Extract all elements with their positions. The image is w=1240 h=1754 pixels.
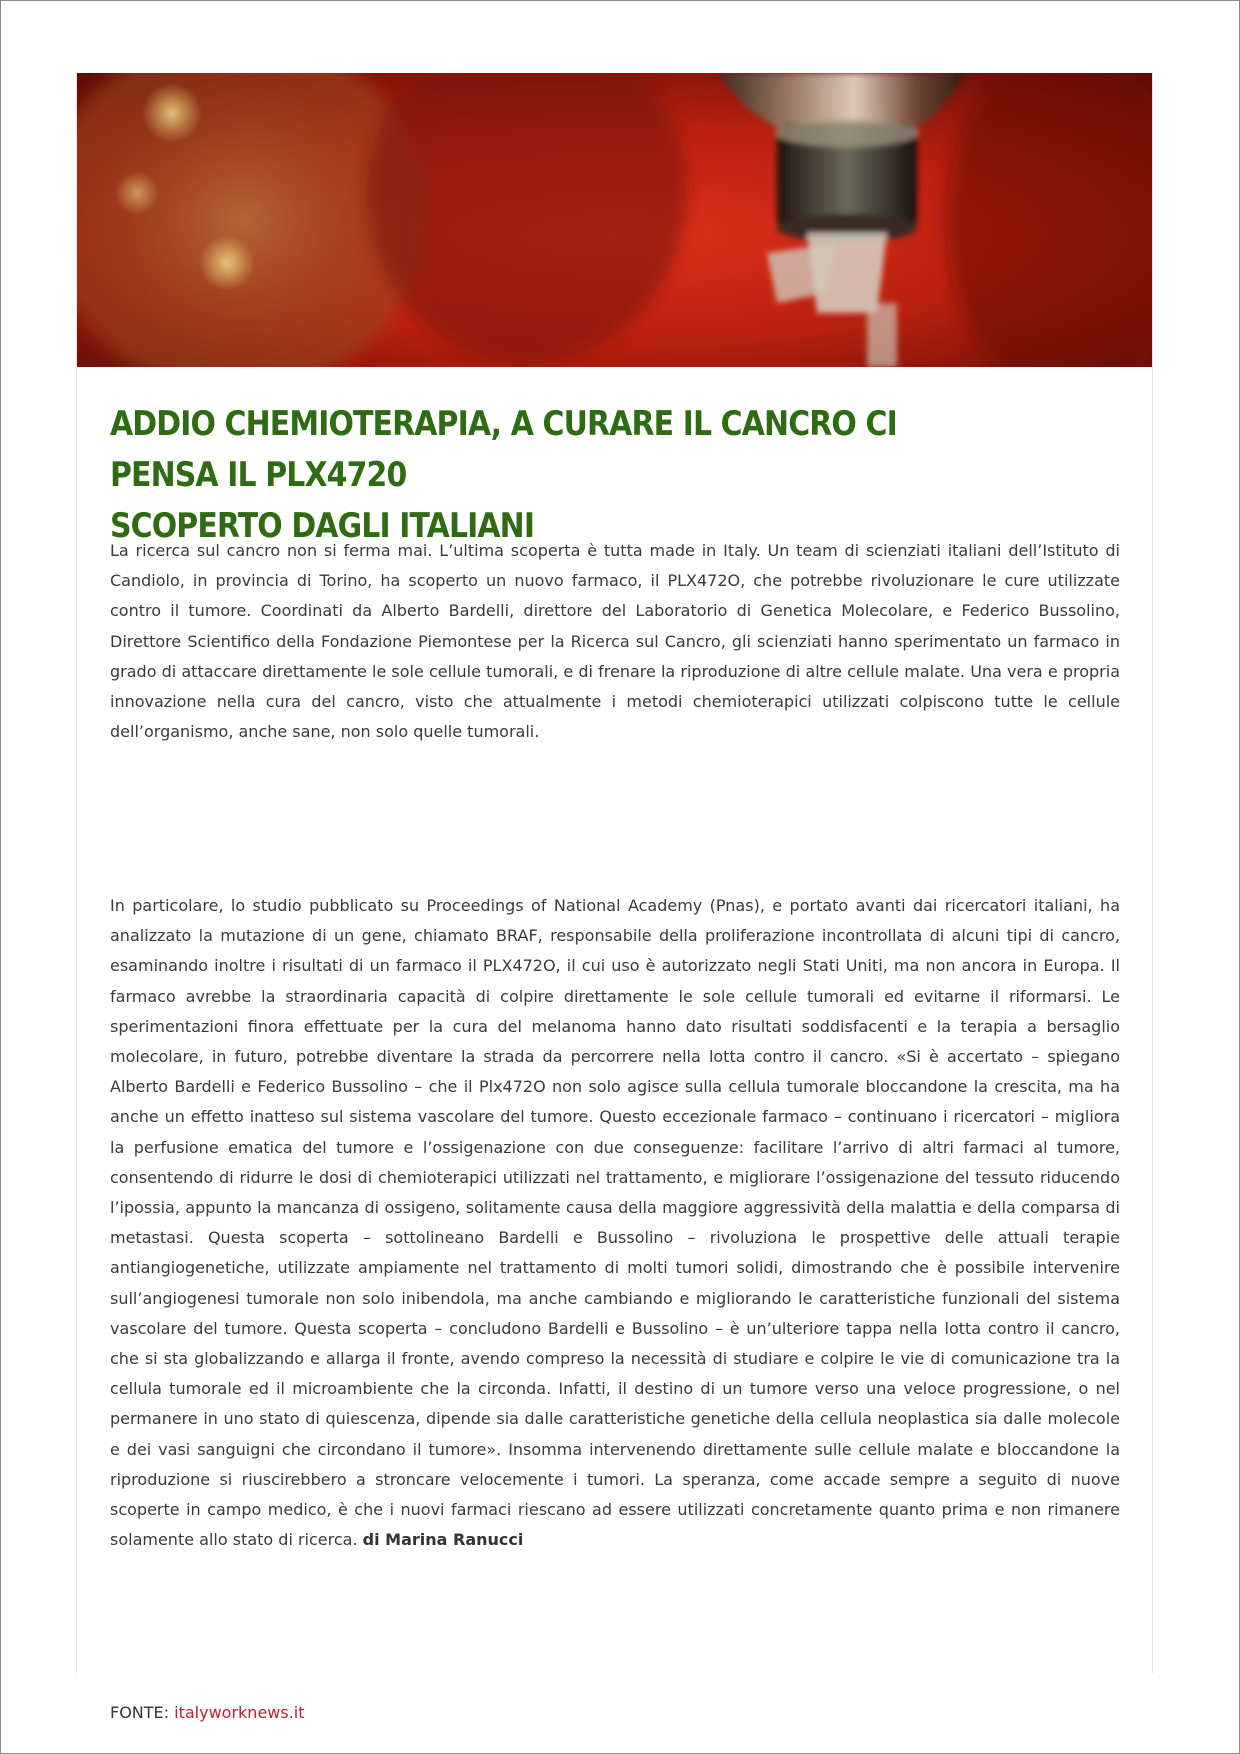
author-byline: di Marina Ranucci	[362, 1530, 524, 1550]
article-paragraph-2-text: In particolare, lo studio pubblicato su Proceedings of National Academy (Pnas), e portato avanti dai ricercatori italiani, ha analizzato la mutazione di un gene, chiamato BRAF, responsabile della proliferazione incontrollata di alcuni tipi di cancro, esaminando inoltre i risultati di un farmaco il PLX472O, il cui uso è autorizzato negli Stati Uniti, ma non ancora in Europa. Il farmaco avrebbe la straordinaria capacità di colpire direttamente le sole cellule tumorali ed evitarne il riformarsi. Le sperimentazioni finora effettuate per la cura del melanoma hanno dato risultati soddisfacenti e la terapia a bersaglio molecolare, in futuro, potrebbe diventare la strada da percorrere nella lotta contro il cancro. «Si è accertato – spiegano Alberto Bardelli e Federico Bussolino – che il Plx472O non solo agisce sulla cellula tumorale bloccandone la crescita, ma ha anche un effetto inatteso sul sistema vascolare del tumore. Questo eccezionale farmaco – continuano i ricercatori – migliora la perfusione ematica del tumore e l’ossigenazione con due conseguenze: facilitare l’arrivo di altri farmaci al tumore, consentendo di ridurre le dosi di chemioterapici utilizzati nel trattamento, e migliorare l’ossigenazione del tessuto riducendo l’ipossia, appunto la mancanza di ossigeno, solitamente causa della maggiore aggressività della malattia e della comparsa di metastasi. Questa scoperta – sottolineano Bardelli e Bussolino – rivoluziona le prospettive delle attuali terapie antiangiogenetiche, utilizzate ampiamente nel trattamento di molti tumori solidi, dimostrando che è possibile intervenire sull’angiogenesi tumorale non solo inibendola, ma anche cambiando e migliorando le caratteristiche funzionali del sistema vascolare del tumore. Questa scoperta – concludono Bardelli e Bussolino – è un’ulteriore tappa nella lotta contro il cancro, che si sta globalizzando e allarga il fronte, avendo compreso la necessità di studiare e colpire le vie di comunicazione tra la cellula tumorale ed il microambiente che la circonda. Infatti, il destino di un tumore verso una veloce progressione, o nel permanere in uno stato di quiescenza, dipende sia dalle caratteristiche genetiche della cellula neoplastica sia dalle molecole e dei vasi sanguigni che circondano il tumore». Insomma intervenendo direttamente sulle cellule malate e bloccandone la riproduzione si riuscirebbero a stroncare velocemente i tumori. La speranza, come accade sempre a seguito di nuove scoperte in campo medico, è che i nuovi farmaci riescano ad essere utilizzati concretamente quanto prima e non rimanere solamente allo stato di ricerca.	[110, 896, 1120, 1550]
source-line	[110, 1703, 305, 1722]
article-paragraph-1: La ricerca sul cancro non si ferma mai. L’ultima scoperta è tutta made in Italy. Un team di scienziati italiani dell’Istituto di Candiolo, in provincia di Torino, ha scoperto un nuovo farmaco, il PLX472O, che potrebbe rivoluzionare le cure utilizzate contro il tumore. Coordinati da Alberto Bardelli, direttore del Laboratorio di Genetica Molecolare, e Federico Bussolino, Direttore Scientifico della Fondazione Piemontese per la Ricerca sul Cancro, gli scienziati hanno sperimentato un farmaco in grado di attaccare direttamente le sole cellule tumorali, e di frenare la riproduzione di altre cellule malate. Una vera e propria innovazione nella cura del cancro, visto che attualmente i metodi chemioterapici utilizzati colpiscono tutte le cellule dell’organismo, anche sane, non solo quelle tumorali.	[110, 541, 1120, 742]
source-link[interactable]: italyworknews.it	[174, 1703, 305, 1722]
article-paragraph-2	[110, 891, 1120, 1555]
hero-image	[77, 73, 1152, 367]
source-label: FONTE:	[110, 1703, 170, 1722]
article-title: ADDIO CHEMIOTERAPIA, A CURARE IL CANCRO CI PENSA IL PLX4720 SCOPERTO DAGLI ITALIANI	[110, 404, 897, 546]
article-card	[76, 73, 1153, 1722]
